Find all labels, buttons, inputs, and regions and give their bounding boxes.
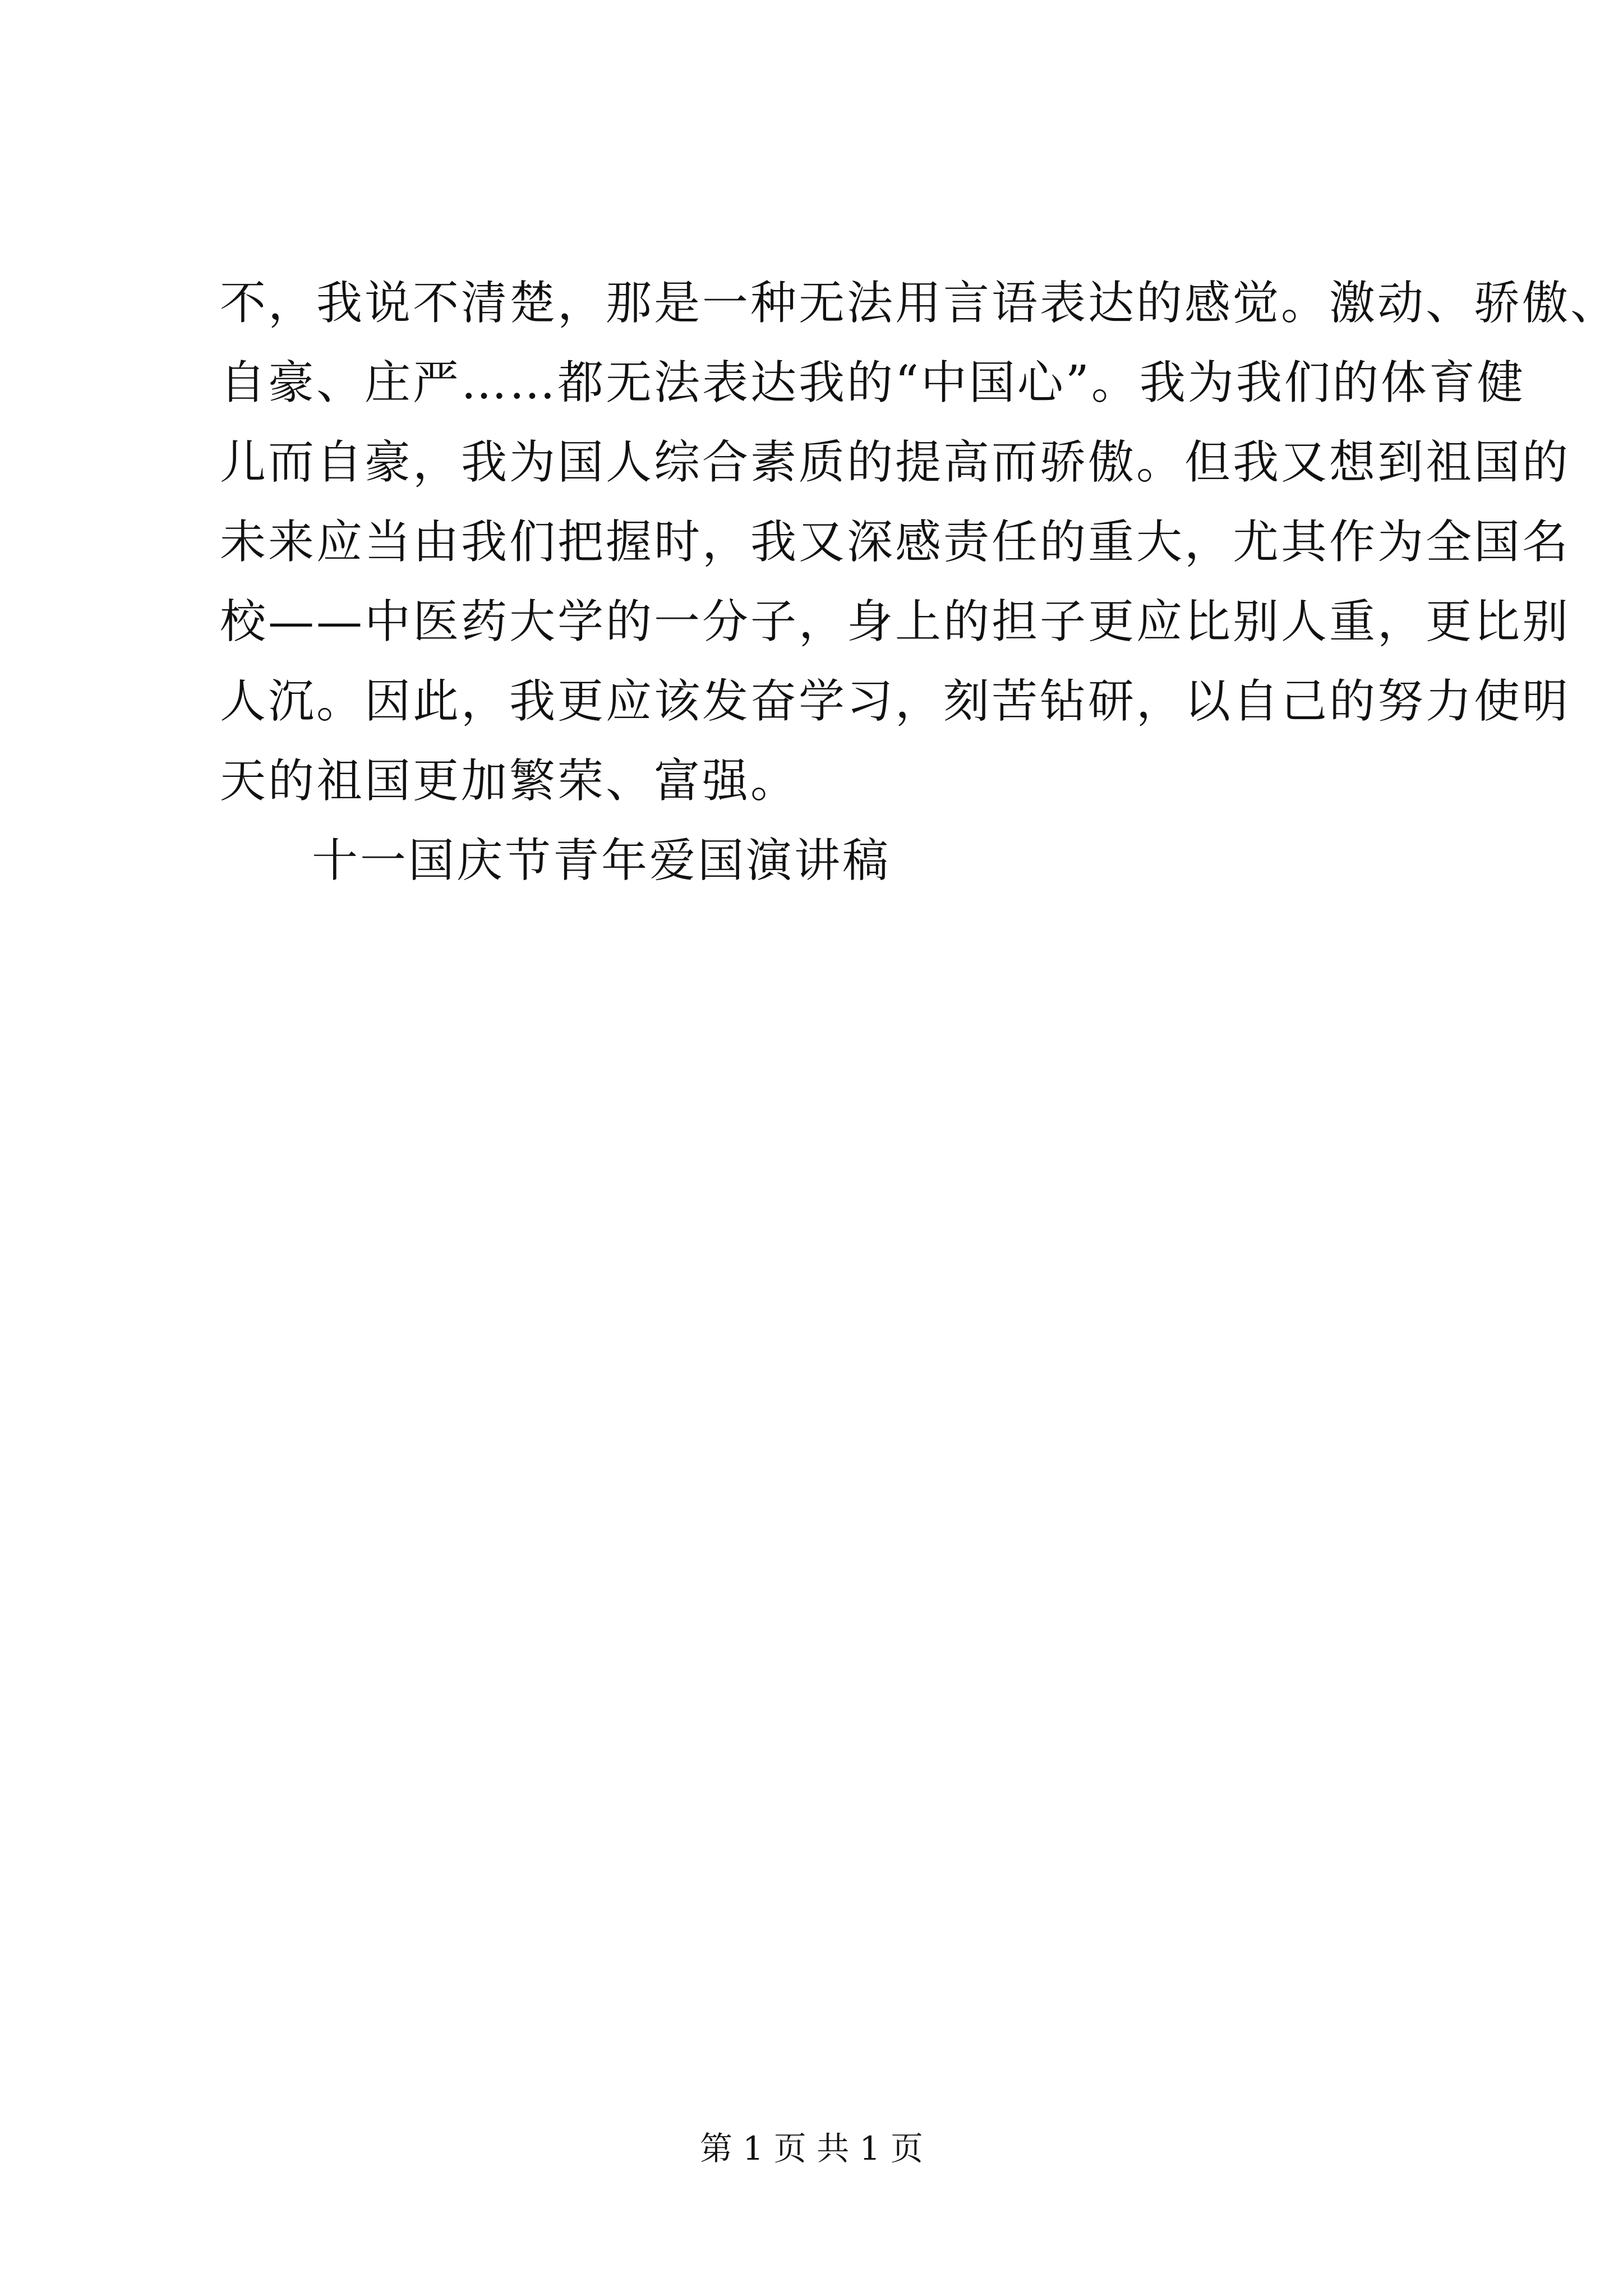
page-footer: 第 1 页 共 1 页 — [700, 2129, 923, 2168]
paragraph-line: 儿而自豪，我为国人综合素质的提高而骄傲。但我又想到祖国的 — [220, 436, 1571, 489]
paragraph-line: 校——中医药大学的一分子，身上的担子更应比别人重，更比别 — [220, 595, 1571, 648]
body-paragraph — [220, 264, 1619, 901]
paragraph-line: 自豪、庄严……都无法表达我的“中国心”。我为我们的体育健 — [220, 356, 1525, 409]
paragraph-line: 天的祖国更加繁荣、富强。 — [220, 754, 799, 808]
paragraph-line: 未来应当由我们把握时，我又深感责任的重大，尤其作为全国名 — [220, 516, 1571, 569]
paragraph-line: 人沉。因此，我更应该发奋学习，刻苦钻研，以自己的努力使明 — [220, 675, 1571, 728]
speech-title: 十一国庆节青年爱国演讲稿 — [312, 834, 891, 887]
paragraph-line: 不，我说不清楚，那是一种无法用言语表达的感觉。激动、骄傲、 — [220, 277, 1619, 330]
